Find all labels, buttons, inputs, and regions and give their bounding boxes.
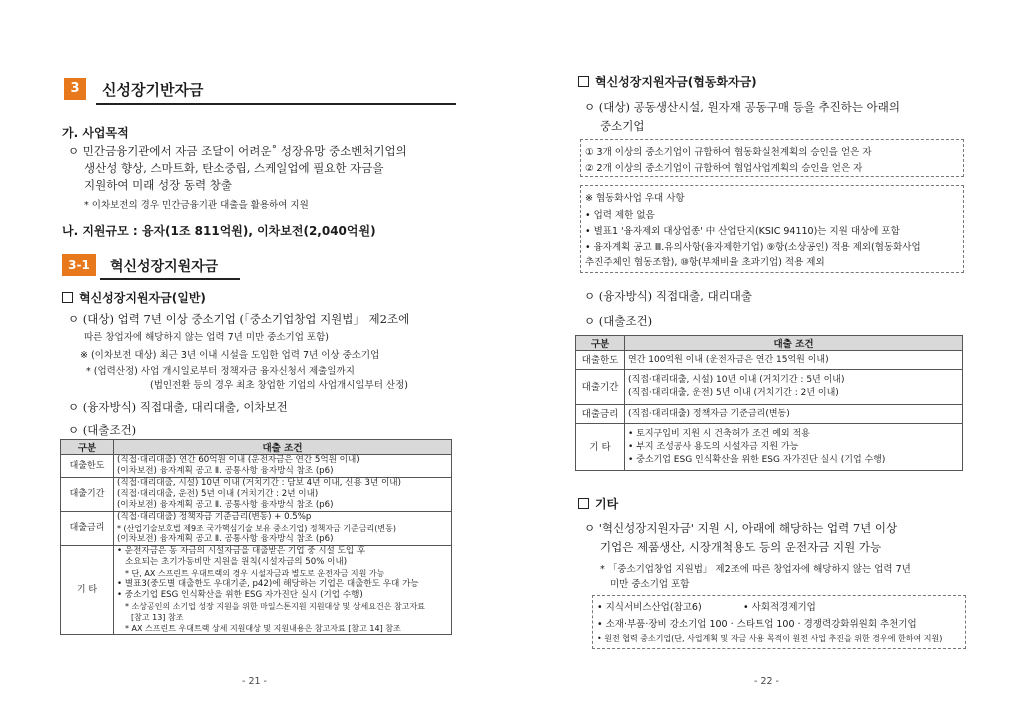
- checkbox-square-icon: [62, 292, 73, 303]
- row-line: (직접·대리대출) 연간 60억원 이내 (운전자금은 연간 5억원 이내): [117, 455, 360, 465]
- row-line: • 토지구입비 지원 시 건축허가 조건 예외 적용: [628, 428, 810, 439]
- subsection-underline: [100, 278, 240, 280]
- target-line-2: 따른 창업자에 해당하지 않는 업력 7년 미만 중소기업 포함): [84, 332, 329, 343]
- table-header-cell: 대출 조건: [625, 336, 963, 351]
- target-note-2a: * (업력산정) 사업 개시일로부터 정책자금 융자신청서 제출일까지: [86, 366, 355, 377]
- row-label: 대출기간: [576, 370, 625, 405]
- row-line: (직접·대리대출, 시설) 10년 이내 (거치기간 : 5년 이내): [628, 375, 845, 385]
- support-scale: 나. 지원규모 : 융자(1조 811억원), 이차보전(2,040억원): [62, 224, 376, 238]
- table-row: [61, 546, 452, 635]
- row-line: (이차보전) 융자계획 공고 Ⅱ. 공통사항 융자방식 참조 (p6): [117, 534, 334, 544]
- target-note-1: ※ (이차보전 대상) 최근 3년 이내 시설을 도입한 업력 7년 이상 중소기업: [80, 350, 380, 361]
- eligible-item: • 지식서비스산업(참고6): [597, 602, 702, 613]
- row-line: (이차보전) 융자계획 공고 Ⅱ. 공통사항 융자방식 참조 (p6): [117, 500, 334, 510]
- purpose-heading: 가. 사업목적: [62, 126, 129, 140]
- row-line: • 중소기업 ESG 인식확산을 위한 ESG 자가진단 실시 (기업 수행): [628, 454, 886, 465]
- row-content: [114, 478, 452, 512]
- loan-conditions-heading: ㅇ (대출조건): [68, 423, 137, 437]
- row-label: 대출한도: [576, 351, 625, 370]
- coop-fund-heading: [578, 73, 757, 90]
- eligibility-item: ② 2개 이상의 중소기업이 규합하여 협업사업계획의 승인을 얻은 자: [585, 163, 863, 174]
- checkbox-square-icon: [578, 76, 589, 87]
- purpose-line-2: 생산성 향상, 스마트화, 탄소중립, 스케일업에 필요한 자금을: [84, 161, 384, 175]
- eligible-item: • 원전 협력 중소기업(단, 사업계획 및 자금 사용 목적이 원전 사업 추진을 위한 경우에 한하여 지원): [597, 634, 943, 643]
- preference-item: 추진주체인 협동조합), ⑩항(부채비율 초과기업) 적용 제외: [585, 257, 825, 268]
- row-label: 대출금리: [576, 405, 625, 424]
- page-number: - 21 -: [242, 676, 267, 687]
- row-line: • 운전자금은 동 자금의 시설자금을 대출받은 기업 중 시설 도입 후: [117, 546, 366, 556]
- loan-conditions-table: [60, 439, 452, 635]
- other-heading: [578, 495, 618, 512]
- preference-item: • 별표1 '융자제외 대상업종' 中 산업단지(KSIC 94110)는 지원 대상에 포함: [585, 226, 900, 237]
- row-line: • 별표3(중도별 대출한도 우대기준, p42)에 해당하는 기업은 대출한도 우대 가능: [117, 579, 419, 589]
- section-number-badge: 3: [64, 78, 86, 100]
- coop-loan-conditions-table: [575, 335, 963, 471]
- coop-target-line-2: 중소기업: [600, 119, 645, 133]
- table-header-cell: 구분: [61, 440, 114, 455]
- row-label: 기 타: [61, 546, 114, 635]
- other-line-2: 기업은 제품생산, 시장개척용도 등의 운전자금 지원 가능: [600, 540, 882, 554]
- row-content: [625, 424, 963, 471]
- row-line: * 소상공인의 소기업 성장 지원을 위한 마일스톤지원 지원대상 및 상세요건은 참고자료: [125, 602, 425, 611]
- section-title: 신성장기반자금: [102, 81, 204, 99]
- table-row: [576, 424, 963, 471]
- table-row: [576, 351, 963, 370]
- row-line: (이차보전) 융자계획 공고 Ⅱ. 공통사항 융자방식 참조 (p6): [117, 466, 334, 476]
- table-header-row: [576, 336, 963, 351]
- row-line: (직접·대리대출) 정책자금 기준금리(변동): [628, 408, 790, 419]
- other-line-1: ㅇ '혁신성장지원자금' 지원 시, 아래에 해당하는 업력 7년 이상: [584, 521, 898, 535]
- row-label: 대출기간: [61, 478, 114, 512]
- coop-fund-heading-text: 혁신성장지원자금(협동화자금): [595, 75, 757, 89]
- preference-box: [580, 185, 964, 273]
- section-underline: [96, 103, 456, 105]
- row-content: [114, 546, 452, 635]
- row-line: 소요되는 초기가동비만 지원을 원칙(시설자금의 50% 이내): [125, 557, 348, 567]
- row-line: * (산업기술보호법 제9조 국가핵심기술 보유 중소기업) 정책자금 기준금리(변동): [117, 524, 396, 533]
- general-fund-heading: [62, 289, 206, 306]
- row-line: * AX 스프린트 우대트랙 상세 지원대상 및 지원내용은 참고자료 [참고 14] 참조: [125, 624, 401, 633]
- eligibility-item: ① 3개 이상의 중소기업이 규합하여 협동화실천계획의 승인을 얻은 자: [585, 147, 872, 158]
- purpose-note: * 이차보전의 경우 민간금융기관 대출을 활용하여 지원: [84, 200, 309, 211]
- row-line: • 부지 조성공사 용도의 시설자금 지원 가능: [628, 441, 799, 452]
- target-note-2b: (법인전환 등의 경우 최초 창업한 기업의 사업개시일부터 산정): [150, 380, 408, 391]
- table-header-cell: 구분: [576, 336, 625, 351]
- table-row: [576, 405, 963, 424]
- row-content: [114, 512, 452, 546]
- table-row: [61, 455, 452, 478]
- coop-target-line-1: ㅇ (대상) 공동생산시설, 원자재 공동구매 등을 추진하는 아래의: [584, 100, 900, 114]
- other-note-1: * 「중소기업창업 지원법」 제2조에 따른 창업자에 해당하지 않는 업력 7년: [600, 564, 911, 575]
- loan-method: ㅇ (융자방식) 직접대출, 대리대출, 이차보전: [68, 400, 288, 414]
- preference-title: ※ 협동화사업 우대 사항: [585, 193, 685, 204]
- coop-loan-method: ㅇ (융자방식) 직접대출, 대리대출: [584, 289, 753, 303]
- general-fund-heading-text: 혁신성장지원자금(일반): [79, 291, 206, 305]
- row-line: (직접·대리대출, 운전) 5년 이내 (거치기간 : 2년 이내): [117, 489, 319, 499]
- page-number: - 22 -: [754, 676, 779, 687]
- purpose-line-3: 지원하여 미래 성장 동력 창출: [84, 178, 232, 192]
- row-content: [114, 455, 452, 478]
- row-content: [625, 351, 963, 370]
- table-header-cell: 대출 조건: [114, 440, 452, 455]
- coop-conditions-heading: ㅇ (대출조건): [584, 314, 653, 328]
- table-row: [61, 478, 452, 512]
- other-note-2: 미만 중소기업 포함: [610, 579, 690, 590]
- eligible-item: • 사회적경제기업: [743, 602, 816, 613]
- eligible-item: • 소재·부품·장비 강소기업 100 · 스타트업 100 · 경쟁력강화위원회 추천기업: [597, 619, 917, 630]
- row-line: (직접·대리대출) 정책자금 기준금리(변동) + 0.5%p: [117, 512, 312, 522]
- table-row: [576, 370, 963, 405]
- preference-item: • 업력 제한 없음: [585, 210, 655, 221]
- subsection-number-badge: 3-1: [62, 254, 96, 276]
- table-header-row: [61, 440, 452, 455]
- row-content: [625, 405, 963, 424]
- row-label: 대출금리: [61, 512, 114, 546]
- row-label: 기 타: [576, 424, 625, 471]
- purpose-line-1: ㅇ 민간금융기관에서 자금 조달이 어려운˚ 성장유망 중소벤처기업의: [68, 144, 407, 158]
- preference-item: • 융자계획 공고 Ⅲ.유의사항(융자제한기업) ⑨항(소상공인) 적용 제외(협동화사업: [585, 242, 921, 253]
- row-line: (직접·대리대출, 운전) 5년 이내 (거치기간 : 2년 이내): [628, 388, 839, 398]
- subsection-title: 혁신성장지원자금: [110, 259, 219, 275]
- eligibility-box: [580, 139, 964, 177]
- row-label: 대출한도: [61, 455, 114, 478]
- table-row: [61, 512, 452, 546]
- eligible-companies-box: [592, 595, 966, 649]
- checkbox-square-icon: [578, 498, 589, 509]
- row-line: [참고 13] 참조: [131, 613, 184, 622]
- row-line: • 중소기업 ESG 인식확산을 위한 ESG 자가진단 실시 (기업 수행): [117, 590, 363, 600]
- row-line: 연간 100억원 이내 (운전자금은 연간 15억원 이내): [628, 354, 829, 365]
- target-line-1: ㅇ (대상) 업력 7년 이상 중소기업 (「중소기업창업 지원법」 제2조에: [68, 312, 410, 326]
- row-content: [625, 370, 963, 405]
- row-line: (직접·대리대출, 시설) 10년 이내 (거치기간 : 담보 4년 이내, 신용 3년 이내): [117, 478, 401, 488]
- other-heading-text: 기타: [595, 497, 619, 511]
- row-line: * 단, AX 스프린트 우대트랙의 경우 시설자금과 별도로 운전자금 지원 가능: [125, 569, 385, 578]
